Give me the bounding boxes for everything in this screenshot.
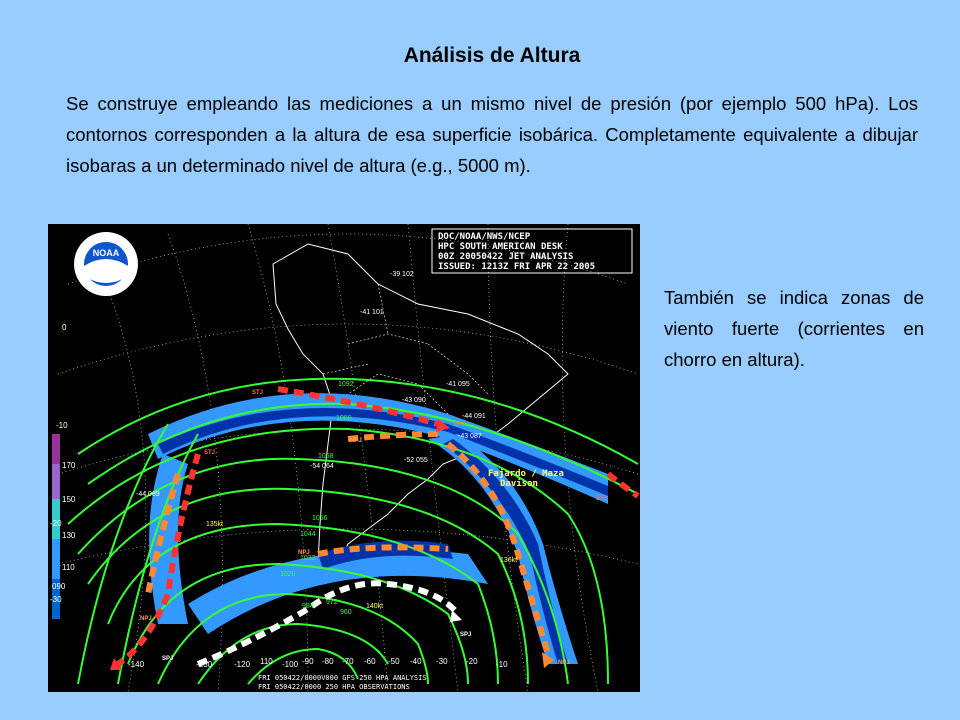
station-label: -43 090 — [402, 397, 426, 404]
speed-label: 140kt — [366, 603, 384, 610]
jet-label: NPJ — [140, 616, 152, 622]
jet-label: NPJ — [298, 550, 310, 556]
lat-label: -20 — [50, 519, 62, 528]
authors-line: Fajardo / Maza — [488, 469, 564, 479]
lat-label: 0 — [62, 323, 67, 332]
jet-label: SPJ — [162, 656, 174, 662]
map-footer-line: FRI 050422/0000 250 HPA OBSERVATIONS — [258, 683, 410, 691]
lat-label: -10 — [56, 421, 68, 430]
lon-label: -70 — [342, 657, 354, 666]
station-label: -54 064 — [310, 463, 334, 470]
authors-line: Davison — [500, 479, 538, 489]
noaa-logo-text: NOAA — [92, 248, 120, 258]
station-label: -39 102 — [390, 271, 414, 278]
map-header-line: HPC SOUTH AMERICAN DESK — [438, 242, 563, 252]
jet-shading — [148, 393, 608, 664]
map-header-line: DOC/NOAA/NWS/NCEP — [438, 232, 531, 242]
lon-label: -140 — [128, 660, 145, 669]
station-label: -52 055 — [404, 457, 428, 464]
noaa-logo — [74, 232, 138, 296]
contour-label: 1092 — [338, 381, 354, 388]
contour-label: 1020 — [280, 571, 296, 578]
lon-label: -40 — [410, 657, 422, 666]
jet-label: NPJ — [558, 660, 570, 666]
contour-label: 1080 — [336, 415, 352, 422]
lon-label: -50 — [388, 657, 400, 666]
station-labels — [136, 271, 486, 498]
speed-label: 136kt — [500, 557, 518, 564]
lon-label: -120 — [234, 660, 251, 669]
map-header-line: 00Z 20050422 JET ANALYSIS — [438, 252, 574, 262]
legend-value: 150 — [62, 495, 76, 504]
station-label: -44 089 — [136, 491, 160, 498]
station-label: -41 101 — [360, 309, 384, 316]
lon-label: -90 — [302, 657, 314, 666]
legend-value: 090 — [52, 582, 66, 591]
contour-label: 1044 — [300, 531, 316, 538]
contour-label: 1068 — [318, 453, 334, 460]
lon-label: -10 — [496, 660, 508, 669]
lon-label: -80 — [322, 657, 334, 666]
jet-label: STJ — [454, 422, 466, 428]
lat-label: -30 — [50, 595, 62, 604]
lon-label: -100 — [282, 660, 299, 669]
lon-label: -60 — [364, 657, 376, 666]
jet-label: STJ — [204, 450, 216, 456]
lon-label: -30 — [436, 657, 448, 666]
lon-labels — [128, 657, 508, 669]
map-footer-line: FRI 050422/0000V000 GFS 250 HPA ANALYSIS — [258, 674, 427, 682]
station-label: -41 095 — [446, 381, 470, 388]
map-header-line: ISSUED: 1213Z FRI APR 22 2005 — [438, 262, 596, 272]
contour-label: 984 — [302, 603, 314, 610]
lon-label: -130 — [196, 660, 213, 669]
map-header — [432, 229, 632, 273]
station-label: -44 091 — [462, 413, 486, 420]
speed-label: 135kt — [206, 521, 224, 528]
jet-label: STJ — [596, 496, 608, 502]
station-label: -43 087 — [458, 433, 482, 440]
jet-analysis-map — [48, 224, 640, 692]
slide-title: Análisis de Altura — [403, 44, 581, 67]
jet-label: NPJ — [350, 438, 362, 444]
legend-value: 170 — [62, 461, 76, 470]
lon-label: -20 — [466, 657, 478, 666]
contour-label: 972 — [326, 599, 338, 606]
contour-label: 1032 — [300, 555, 316, 562]
legend-value: 110 — [62, 563, 75, 572]
jet-label: SPJ — [460, 632, 472, 638]
contour-label: 960 — [340, 609, 352, 616]
intro-paragraph: Se construye empleando las mediciones a un mismo nivel de presión (por ejemplo 500 hPa). Los contornos corresponden a la altura de esa superficie isobárica. Completamente equivalente a dibujar isobaras a un determinado nivel de altura (e.g., 5000 m). — [66, 93, 918, 176]
jet-label: STJ — [252, 390, 264, 396]
lon-label: 110 — [260, 657, 273, 666]
contour-label: 1056 — [312, 515, 328, 522]
legend-value: 130 — [62, 531, 76, 540]
side-note: También se indica zonas de viento fuerte (corrientes en chorro en altura). — [664, 287, 924, 370]
